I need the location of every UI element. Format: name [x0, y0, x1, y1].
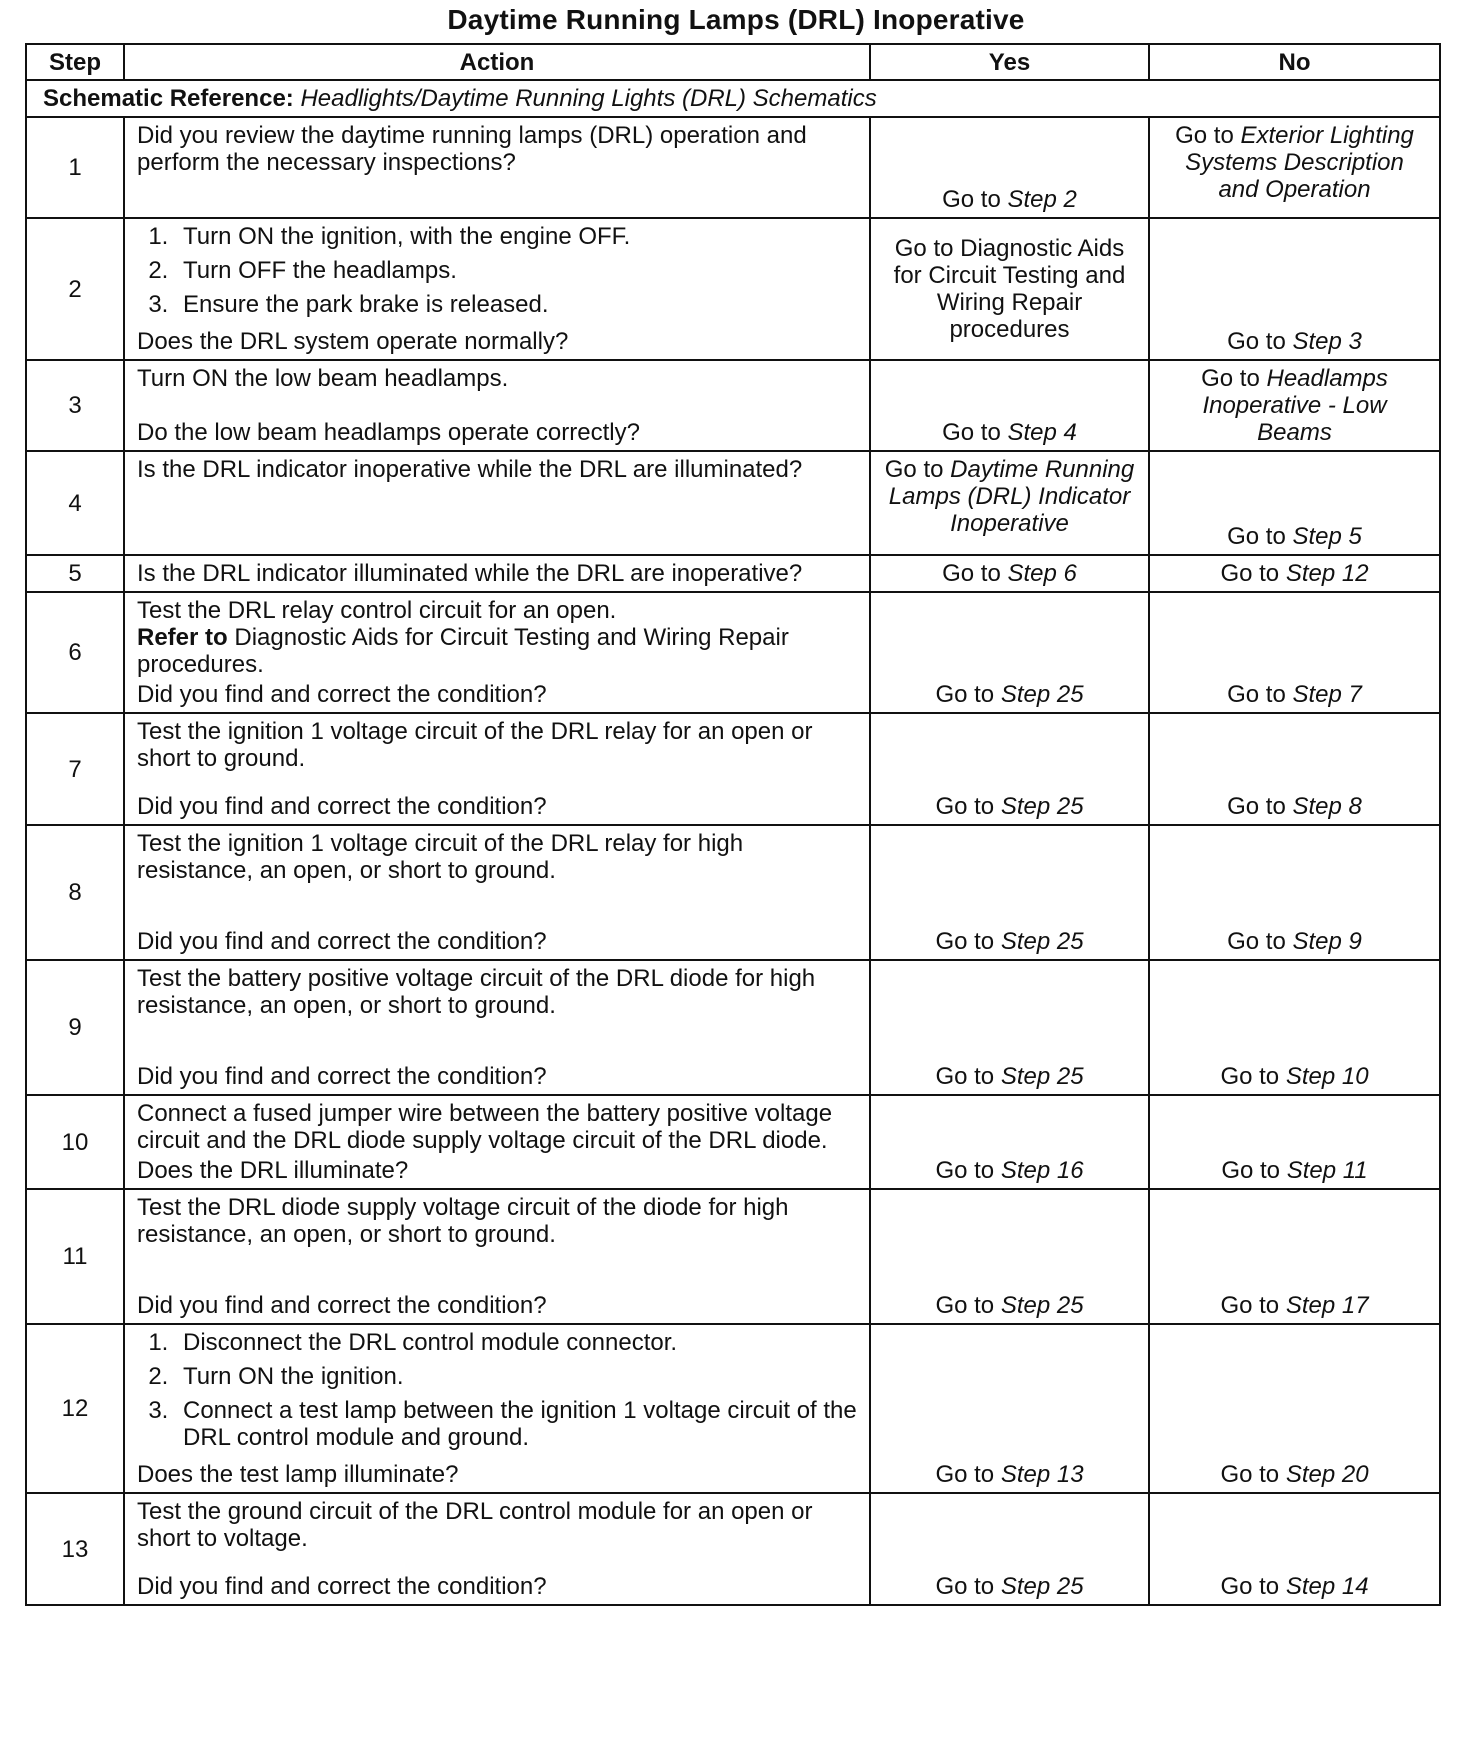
action-text: Test the ignition 1 voltage circuit of the DRL relay for an open or short to ground. — [137, 718, 813, 772]
action-text: Did you review the daytime running lamps (DRL) operation and perform the necessary inspections? — [137, 122, 807, 176]
action-question: Did you find and correct the condition? — [137, 1573, 547, 1600]
table-row — [26, 360, 1440, 451]
no-go-to: Go to — [1220, 1063, 1280, 1090]
table-row — [26, 1189, 1440, 1324]
action-text: Is the DRL indicator inoperative while the DRL are illuminated? — [137, 456, 803, 483]
yes-cell — [870, 825, 1149, 960]
yes-link[interactable]: Step 25 — [1000, 793, 1084, 820]
no-cell — [1149, 592, 1440, 713]
no-link[interactable]: Step 10 — [1285, 1063, 1369, 1090]
yes-link[interactable]: Step 25 — [1000, 928, 1084, 955]
action-question: Does the DRL illuminate? — [137, 1157, 409, 1184]
yes-go-to: Go to — [942, 560, 1001, 587]
header-no: No — [1149, 44, 1440, 80]
yes-go-to: Go to — [942, 419, 1001, 446]
action-cell — [124, 592, 870, 713]
table-row — [26, 825, 1440, 960]
action-text: Test the DRL relay control circuit for an open. — [137, 597, 617, 624]
yes-go-to: Go to — [935, 793, 995, 820]
header-row — [26, 44, 1440, 80]
no-cell — [1149, 1324, 1440, 1493]
schematic-reference — [26, 80, 1440, 117]
no-go-to: Go to — [1220, 1573, 1280, 1600]
action-cell — [124, 825, 870, 960]
no-link[interactable]: Step 14 — [1285, 1573, 1369, 1600]
yes-go-to: Go to — [935, 928, 995, 955]
yes-cell — [870, 1493, 1149, 1605]
action-question: Did you find and correct the condition? — [137, 793, 547, 820]
yes-cell — [870, 592, 1149, 713]
table-row — [26, 1324, 1440, 1493]
action-step-item: 3. Ensure the park brake is released. — [175, 291, 857, 318]
no-link[interactable]: Step 8 — [1292, 793, 1362, 820]
yes-cell — [870, 218, 1149, 360]
step-number: 8 — [26, 825, 124, 960]
no-link[interactable]: Step 12 — [1285, 560, 1369, 587]
schematic-reference-row — [26, 80, 1440, 117]
yes-go-to: Go to — [935, 1292, 995, 1319]
no-link[interactable]: Step 17 — [1285, 1292, 1369, 1319]
no-go-to: Go to — [1220, 1461, 1280, 1488]
action-cell — [124, 218, 870, 360]
no-link[interactable]: Step 11 — [1286, 1157, 1368, 1184]
action-question: Did you find and correct the condition? — [137, 928, 547, 955]
no-go-to: Go to — [1227, 793, 1286, 820]
no-go-to: Go to — [1220, 560, 1280, 587]
no-link[interactable]: Step 7 — [1292, 681, 1362, 708]
action-cell — [124, 1493, 870, 1605]
action-cell — [124, 960, 870, 1095]
step-number: 13 — [26, 1493, 124, 1605]
table-row — [26, 960, 1440, 1095]
yes-go-to: Go to — [935, 1063, 995, 1090]
no-go-to: Go to — [1221, 1157, 1281, 1184]
table-row — [26, 555, 1440, 592]
action-step-item: 2. Turn ON the ignition. — [175, 1363, 857, 1390]
step-number: 6 — [26, 592, 124, 713]
action-question: Does the DRL system operate normally? — [137, 328, 569, 355]
yes-link[interactable]: Step 25 — [1000, 1063, 1084, 1090]
yes-cell — [870, 960, 1149, 1095]
yes-cell — [870, 1189, 1149, 1324]
yes-go-to: Go to — [935, 1157, 995, 1184]
step-number: 11 — [26, 1189, 124, 1324]
header-yes: Yes — [870, 44, 1149, 80]
yes-cell — [870, 713, 1149, 825]
schematic-reference-link[interactable]: Headlights/Daytime Running Lights (DRL) Schematics — [300, 85, 877, 112]
no-cell — [1149, 451, 1440, 555]
yes-go-to: Go to — [935, 1461, 995, 1488]
action-cell — [124, 1095, 870, 1189]
no-go-to: Go to — [1175, 122, 1234, 149]
action-cell — [124, 1189, 870, 1324]
table-row — [26, 1493, 1440, 1605]
yes-link[interactable]: Step 4 — [1007, 419, 1077, 446]
action-cell — [124, 1324, 870, 1493]
step-number: 5 — [26, 555, 124, 592]
yes-link[interactable]: Step 2 — [1007, 186, 1077, 213]
refer-link[interactable]: Diagnostic Aids for Circuit Testing and Wiring Repair procedures. — [137, 624, 789, 678]
action-steps-list — [137, 1329, 857, 1451]
no-cell — [1149, 825, 1440, 960]
yes-go-to: Go to — [942, 186, 1001, 213]
yes-link[interactable]: Step 6 — [1007, 560, 1077, 587]
no-cell — [1149, 555, 1440, 592]
table-row — [26, 451, 1440, 555]
yes-link[interactable]: Step 13 — [1000, 1461, 1084, 1488]
action-question: Did you find and correct the condition? — [137, 681, 547, 708]
no-cell — [1149, 960, 1440, 1095]
action-question: Did you find and correct the condition? — [137, 1292, 547, 1319]
no-link[interactable]: Step 20 — [1285, 1461, 1369, 1488]
action-text: Is the DRL indicator illuminated while the DRL are inoperative? — [137, 560, 803, 587]
refer-label: Refer to — [137, 624, 228, 651]
step-number: 7 — [26, 713, 124, 825]
no-go-to: Go to — [1201, 365, 1260, 392]
table-row — [26, 218, 1440, 360]
yes-cell — [870, 1095, 1149, 1189]
no-go-to: Go to — [1227, 523, 1286, 550]
no-link[interactable]: Exterior Lighting Systems Description and Operation — [1185, 122, 1414, 203]
action-steps-list — [137, 223, 857, 318]
yes-go-to: Go to — [935, 681, 995, 708]
step-number: 10 — [26, 1095, 124, 1189]
table-row — [26, 117, 1440, 218]
yes-cell — [870, 451, 1149, 555]
refer-text — [137, 624, 857, 678]
no-cell — [1149, 360, 1440, 451]
action-step-item: 1. Turn ON the ignition, with the engine OFF. — [175, 223, 857, 250]
table-row — [26, 592, 1440, 713]
step-number: 12 — [26, 1324, 124, 1493]
action-question: Did you find and correct the condition? — [137, 1063, 547, 1090]
step-number: 3 — [26, 360, 124, 451]
no-link[interactable]: Headlamps Inoperative - Low Beams — [1202, 365, 1388, 446]
action-text: Test the battery positive voltage circuit of the DRL diode for high resistance, an open, or short to ground. — [137, 965, 816, 1019]
no-link[interactable]: Step 9 — [1292, 928, 1362, 955]
yes-link[interactable]: Step 25 — [1000, 1292, 1084, 1319]
action-step-item: 1. Disconnect the DRL control module connector. — [175, 1329, 857, 1356]
schematic-reference-label: Schematic Reference: — [43, 85, 294, 112]
diagnostic-table — [25, 43, 1441, 1606]
action-text: Test the DRL diode supply voltage circuit of the diode for high resistance, an open, or short to ground. — [137, 1194, 789, 1248]
no-cell — [1149, 713, 1440, 825]
yes-cell — [870, 117, 1149, 218]
no-go-to: Go to — [1220, 1292, 1280, 1319]
page-title: Daytime Running Lamps (DRL) Inoperative — [447, 4, 1025, 35]
yes-cell — [870, 555, 1149, 592]
action-step-item: 3. Connect a test lamp between the ignition 1 voltage circuit of the DRL control module and ground. — [175, 1397, 857, 1451]
action-text: Test the ignition 1 voltage circuit of the DRL relay for high resistance, an open, or short to ground. — [137, 830, 744, 884]
yes-cell — [870, 1324, 1149, 1493]
no-go-to: Go to — [1227, 681, 1286, 708]
action-question: Does the test lamp illuminate? — [137, 1461, 459, 1488]
yes-link[interactable]: Step 25 — [1000, 681, 1084, 708]
no-cell — [1149, 218, 1440, 360]
header-action: Action — [124, 44, 870, 80]
yes-link[interactable]: Step 25 — [1000, 1573, 1084, 1600]
yes-go-to: Go to — [935, 1573, 995, 1600]
step-number: 4 — [26, 451, 124, 555]
yes-cell — [870, 360, 1149, 451]
action-text: Turn ON the low beam headlamps. — [137, 365, 509, 392]
action-text: Test the ground circuit of the DRL control module for an open or short to voltage. — [137, 1498, 813, 1552]
yes-link[interactable]: Go to Diagnostic Aids for Circuit Testing and Wiring Repair procedures — [893, 235, 1126, 343]
no-cell — [1149, 117, 1440, 218]
action-cell — [124, 451, 870, 555]
action-step-item: 2. Turn OFF the headlamps. — [175, 257, 857, 284]
action-cell — [124, 360, 870, 451]
no-cell — [1149, 1189, 1440, 1324]
action-cell — [124, 117, 870, 218]
yes-link[interactable]: Daytime Running Lamps (DRL) Indicator Inoperative — [888, 456, 1135, 537]
header-step: Step — [26, 44, 124, 80]
no-link[interactable]: Step 3 — [1292, 328, 1362, 355]
action-text: Connect a fused jumper wire between the battery positive voltage circuit and the DRL diode supply voltage circuit of the DRL diode. — [137, 1100, 833, 1154]
no-link[interactable]: Step 5 — [1292, 523, 1362, 550]
table-row — [26, 713, 1440, 825]
action-cell — [124, 713, 870, 825]
action-cell — [124, 555, 870, 592]
step-number: 2 — [26, 218, 124, 360]
no-go-to: Go to — [1227, 328, 1286, 355]
step-number: 9 — [26, 960, 124, 1095]
step-number: 1 — [26, 117, 124, 218]
table-row — [26, 1095, 1440, 1189]
no-go-to: Go to — [1227, 928, 1286, 955]
no-cell — [1149, 1095, 1440, 1189]
yes-link[interactable]: Step 16 — [1000, 1157, 1084, 1184]
no-cell — [1149, 1493, 1440, 1605]
action-question: Do the low beam headlamps operate correctly? — [137, 419, 640, 446]
yes-go-to: Go to — [884, 456, 944, 483]
